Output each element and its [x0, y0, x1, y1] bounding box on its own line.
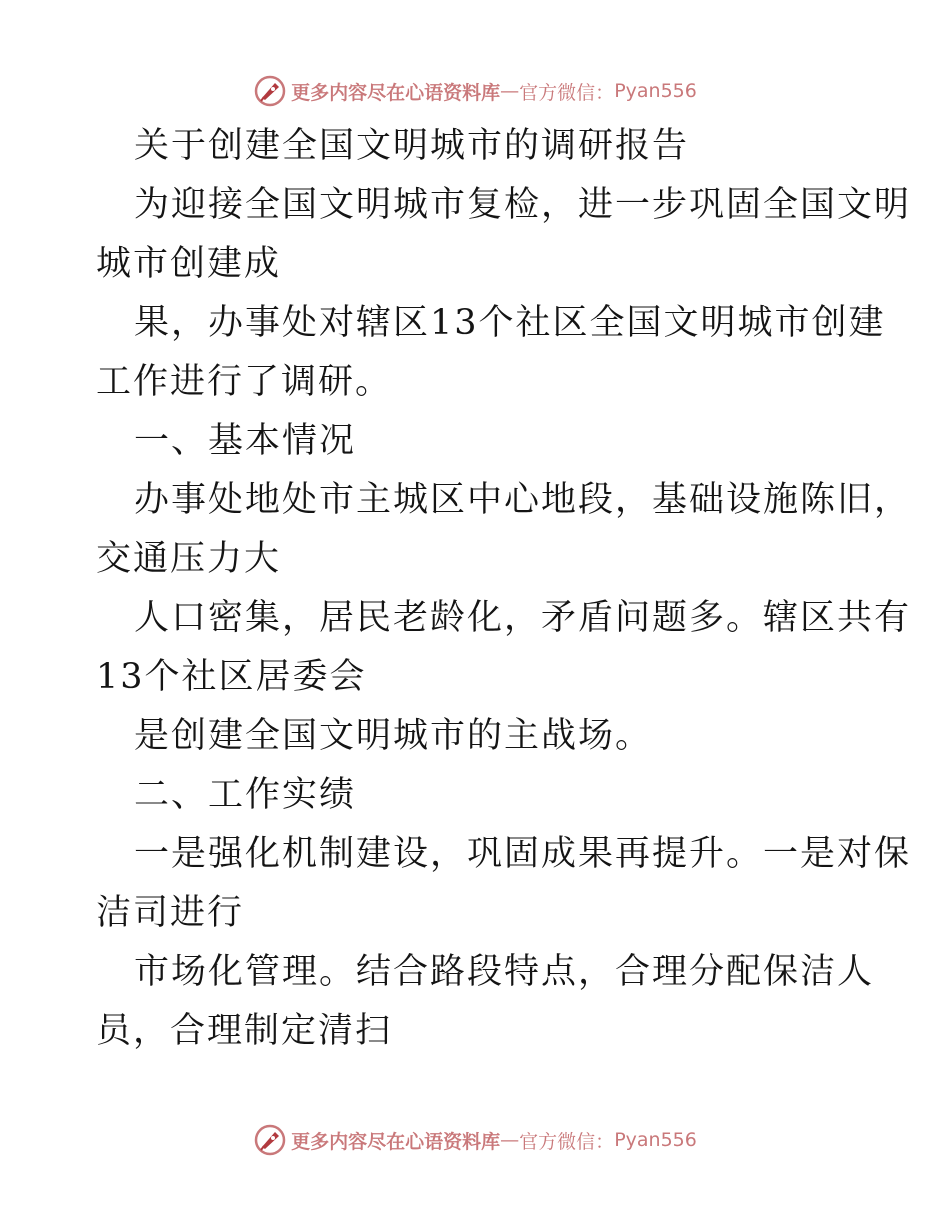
paragraph-line: 为迎接全国文明城市复检，进一步巩固全国文明 — [134, 185, 912, 225]
paragraph-line: 果，办事处对辖区13个社区全国文明城市创建 — [134, 303, 886, 343]
paragraph-line: 城市创建成 — [96, 244, 282, 284]
paragraph-line: 13个社区居委会 — [96, 657, 367, 697]
document-title: 关于创建全国文明城市的调研报告 — [134, 126, 690, 166]
paragraph-line: 工作进行了调研。 — [96, 362, 393, 402]
watermark-dash: — — [500, 80, 520, 102]
paragraph-line: 交通压力大 — [96, 539, 282, 579]
watermark-text: 更多内容尽在心语资料库 — [291, 81, 501, 104]
footer-watermark — [0, 1120, 950, 1160]
paragraph-line: 一是强化机制建设，巩固成果再提升。一是对保 — [134, 834, 912, 874]
watermark-dash: — — [500, 1129, 520, 1151]
watermark-label: 官方微信： — [519, 1130, 615, 1153]
document-body — [96, 117, 912, 1061]
section-heading: 二、工作实绩 — [134, 775, 357, 815]
paragraph-line: 办事处地处市主城区中心地段，基础设施陈旧， — [134, 480, 912, 520]
watermark-text: 更多内容尽在心语资料库 — [291, 1130, 501, 1153]
watermark-label: 官方微信： — [519, 81, 615, 104]
paragraph-line: 是创建全国文明城市的主战场。 — [134, 716, 653, 756]
section-heading: 一、基本情况 — [134, 421, 357, 461]
pen-nib-logo-icon — [253, 1123, 287, 1157]
paragraph-line: 市场化管理。结合路段特点，合理分配保洁人 — [134, 952, 875, 992]
watermark-id: Pyan556 — [614, 1129, 697, 1151]
paragraph-line: 洁司进行 — [96, 893, 245, 933]
paragraph-line: 人口密集，居民老龄化，矛盾问题多。辖区共有 — [134, 598, 912, 638]
paragraph-line: 员，合理制定清扫 — [96, 1011, 393, 1051]
header-watermark — [0, 71, 950, 111]
pen-nib-logo-icon — [253, 74, 287, 108]
watermark-id: Pyan556 — [614, 80, 697, 102]
